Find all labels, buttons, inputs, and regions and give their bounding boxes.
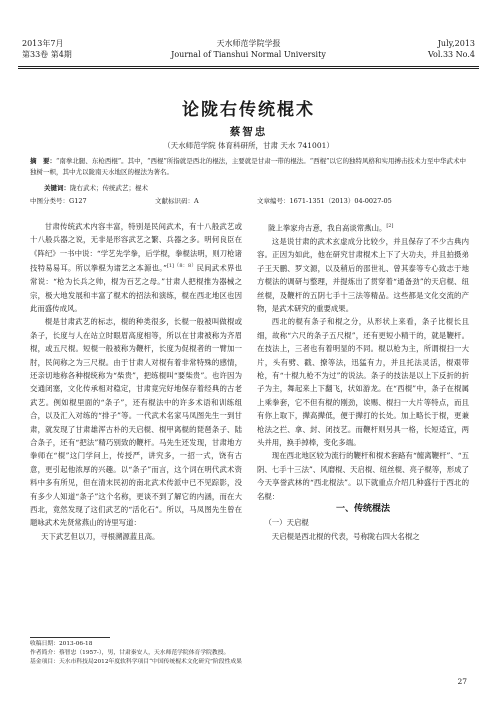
- article-affiliation: （天水师范学院 体育科研所，甘肃 天水 741001）: [163, 141, 334, 150]
- paragraph: 现在西北地区较为流行的鞭杆和棍术套路有“缠离鞭杆”、“五阴、七手十三法”、风磨棍、天启棍、纽丝棍、亮子棍等，形成了今天享誉武林的“西北棍法”。以下就重点介绍几种盛行于西北的名棍：: [257, 451, 469, 501]
- footnote-author-bio: 作者简介：蔡智忠（1957-），男，甘肃秦安人，天水师范学院体育学院教授。: [30, 650, 230, 656]
- article-title: 论陇右传统棍术: [182, 100, 315, 120]
- header-rule: [18, 66, 479, 67]
- paragraph: 甘肃传统武术内容丰富，特别是民间武术，有十八般武艺或十八般兵器之说，无非是形容武艺之繁、兵器之多。明何良臣在《阵纪》一书中说：“学艺先学拳，后学棍，拳棍法明，则刀枪诸技特易易耳。所以拳棍为诸艺之本源也。”$^{[1](8:8)}$民间武术界也常说：“枪为长兵之帅，棍为百艺之母。”甘肃人把棍推为器械之宗，极大地发展和丰富了棍术的招法和演练，棍在西北地区也因此而盛传成风。: [30, 222, 242, 313]
- header-issue: 第33卷 第4期: [22, 50, 72, 59]
- footnote-received: 收稿日期：2013-06-18: [30, 641, 93, 647]
- header-right: [428, 38, 475, 60]
- footnote-rule: [30, 637, 110, 638]
- header-rule-thin: [18, 68, 479, 69]
- header-date-en: July,2013: [437, 39, 475, 48]
- abstract-label: 摘 要：: [30, 157, 56, 165]
- header-date: 2013年7月: [22, 39, 64, 48]
- paragraph: 天启棍是西北棍的代表，号称陇右四大名棍之: [271, 531, 420, 541]
- header-center: [18, 38, 479, 60]
- keywords-text: 陇右武术；传统武艺；棍术: [70, 184, 148, 192]
- paragraph: 棍是甘肃武艺的标志，棍的种类很多，长棍一般被叫做棍或条子，长度与人在站立时眼眉高度相等，所以在甘肃被称为齐眉棍，或五尺棍。短棍一般被称为鞭杆，长度为促棍者的一臂加一肘，民间称之为三尺棍。由于甘肃人对棍有着非常特殊的感情，还亲切地称各种棍统称为“柴贵”，把练棍叫“要柴贵”。也许因为交通闭塞，文化传承相对稳定，甘肃竟完好地保存着经典的古老武艺。例如棍里面的“条子”，还有棍法中的许多术语和训练组合，以及汇入对练的“排子”等。一代武术名家马凤图先生一到甘肃，就发现了甘肃雄浑古朴的天启棍、棍甲离棍的琵琶条子、陆合条子，还有“把法”精巧别致的鞭杆。马先生还发现，甘肃地方拳师在“棍”这门学问上，传授严，讲究多，一招一式，饶有古意，更引起他浓厚的兴趣。以“条子”而言，这个词在明代武术资料中多有所见，但在清末民初的南北武术传派中已不见踪影，没有多少人知道“条子”这个名称，更谈不到了解它的内涵，而在大西北，竟然发现了这们武艺的“活化石”。所以，马凤图先生曾在题咏武术先贤常燕山的诗里写道：: [30, 317, 242, 528]
- right-column: [257, 220, 469, 543]
- keywords-label: 关键词：: [44, 184, 70, 192]
- paragraph: 西北的棍有条子和棍之分，从形状上来看，条子比棍长且细，故称“六尺的条子五尺棍”，还有更短小精干的，就是鞭杆。在技法上，三者也有着明显的不同。棍以枪为主，所谓棍扫一大片，头有劈、戳、撩等法，迅猛有力，并且托法灵活，棍艰带枪，有“十棍九枪不为过”的说法。条子的技法是以上下反折的折子为主，舞起来上下翻飞，状如游龙。在“西棍”中，条子在棍属上乘拳套，它不但有棍的刚劲，诶赐、棍扫一大片等特点，而且有你上取下，撵高撵低，便于撵打的长处。加上略长于棍，更兼枪法之拦、拿、封、闭技艺。而鞭杆则另具一格，长短适宜，两头并用，换手掉棒，变化多端。: [257, 317, 469, 447]
- abstract: [30, 156, 467, 178]
- footnote-fund: 基金项目：天水市科技局2012年度软科学项目“中国传统棍术文化研究”阶段性成果: [30, 659, 242, 665]
- keywords: [44, 183, 467, 193]
- subsection-heading: （一）天启棍: [264, 518, 309, 528]
- left-column: [30, 220, 242, 543]
- header-journal-en: Journal of Tianshui Normal University: [171, 50, 326, 59]
- document-code: 文献标识码：A: [155, 197, 199, 205]
- header-vol-en: Vol.33 No.4: [428, 50, 475, 59]
- article-number: 文章编号：1671-1351（2013）04-0027-05: [257, 197, 392, 205]
- paragraph: 这是说甘肃的武术玄虚成分比较少，并且保存了不少古典内容。正因为如此，他在研究甘肃棍术上下了大功夫，并且拍摄弟子王天鹏、罗文源，以及稍后的邵世礼、曾其泰等专心致志于地方棍法的调研与整理，并提炼出了贯穿着“通备劲”的天启棍、纽丝棍，及鞭杆的五阴七手十三法等精品。这些都是文化交流的产物，是武术研究的重要成果。: [257, 236, 469, 313]
- header-journal-cn: 天水师范学院学报: [216, 39, 281, 48]
- footnotes: [30, 640, 467, 667]
- page-number: 27: [457, 677, 467, 686]
- page-header: [18, 38, 479, 66]
- poem-line: 陇上拳家舟古意，我自高谈常燕山。[2]: [268, 223, 394, 233]
- abstract-text: “南拳北腿、东枪西棍”。其中，“西棍”所指就是西北的棍法，主要就是甘肃一带的棍法。“西棍”以它的独特风格和实用搏击技术力至中华武术中独树一帜，其中尤以陇南天水地区的棍法为著名。: [30, 157, 466, 176]
- poem-line: 天下武艺但以刀，寻根溯源蓝且高。: [41, 531, 160, 541]
- article-author: 蔡智忠: [229, 126, 268, 138]
- section-heading: 一、传统棍法: [335, 504, 390, 514]
- clc-number: 中图分类号：G127: [30, 197, 87, 205]
